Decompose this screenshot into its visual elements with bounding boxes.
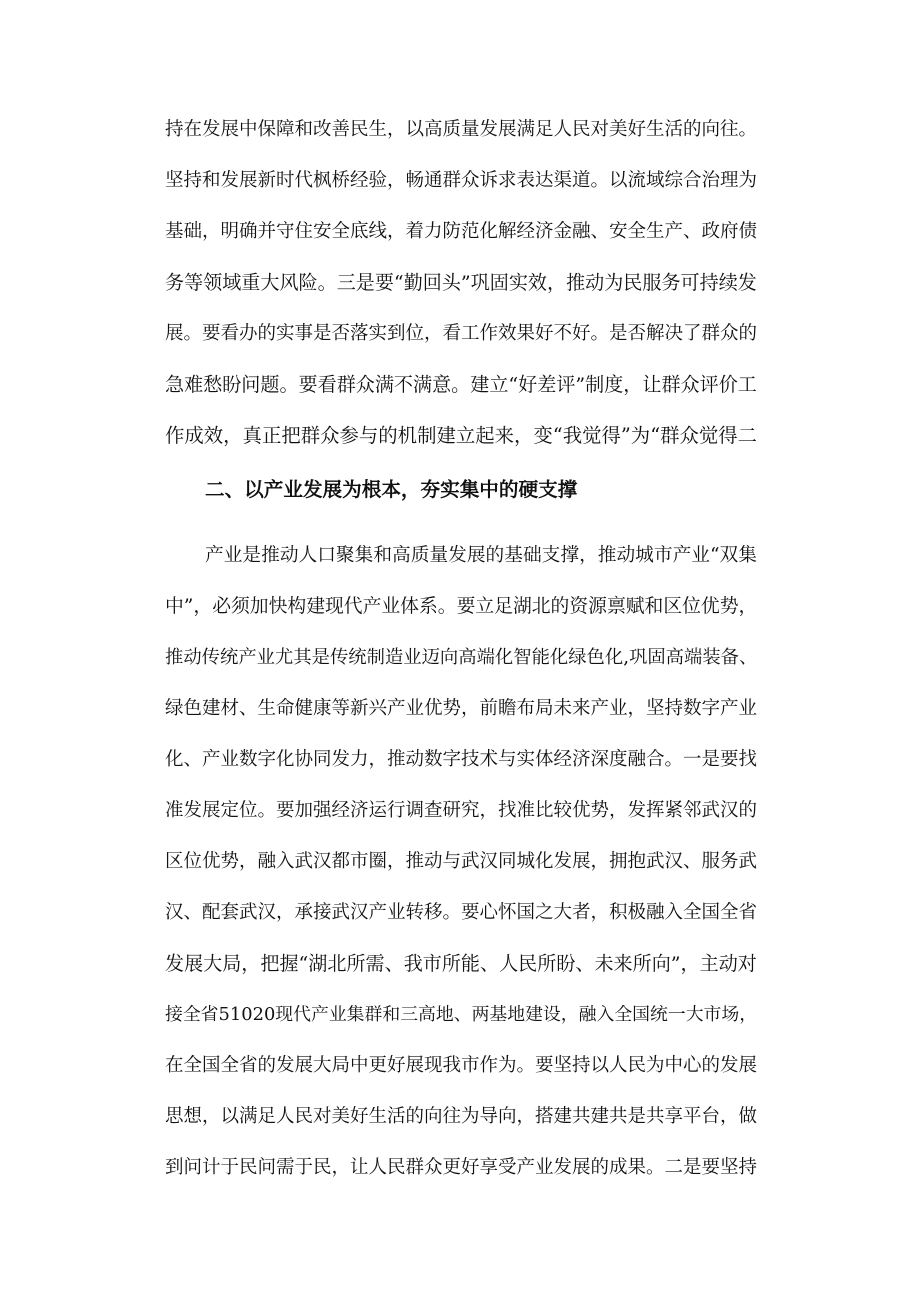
paragraph-line: 发展大局，把握“湖北所需、我市所能、人民所盼、未来所向”，主动对 (165, 953, 757, 975)
paragraph-line: 到问计于民问需于民，让人民群众更好享受产业发展的成果。二是要坚持 (165, 1157, 758, 1178)
paragraph-line: 坚持和发展新时代枫桥经验，畅通群众诉求表达渠道。以流域综合治理为 (165, 170, 758, 191)
paragraph-line: 思想，以满足人民对美好生活的向往为导向，搭建共建共是共享平台，做 (165, 1106, 758, 1127)
section-heading: 二、以产业发展为根本，夯实集中的硬支撑 (205, 478, 578, 501)
paragraph-line: 化、产业数字化协同发力，推动数字技术与实体经济深度融合。一是要找 (165, 749, 758, 770)
paragraph-line: 产业是推动人口聚集和高质量发展的基础支撑，推动城市产业“双集 (205, 545, 757, 566)
paragraph-line: 接全省51020现代产业集群和三高地、两基地建设，融入全国统一大市场， (165, 1004, 758, 1025)
paragraph-line: 基础，明确并守住安全底线，着力防范化解经济金融、安全生产、政府债 (165, 221, 758, 242)
paragraph-line: 展。要看办的实事是否落实到位，看工作效果好不好。是否解决了群众的 (165, 323, 758, 344)
paragraph-line: 急难愁盼问题。要看群众满不满意。建立“好差评”制度，让群众评价工 (165, 374, 757, 396)
paragraph-line: 在全国全省的发展大局中更好展现我市作为。要坚持以人民为中心的发展 (165, 1055, 758, 1076)
paragraph-line: 务等领域重大风险。三是要“勤回头”巩固实效，推动为民服务可持续发 (165, 272, 757, 294)
paragraph-line: 汉、配套武汉，承接武汉产业转移。要心怀国之大者，积极融入全国全省 (165, 902, 758, 923)
paragraph-line: 推动传统产业尤其是传统制造业迈向高端化智能化绿色化,巩固高端装备、 (165, 647, 758, 668)
paragraph-line: 持在发展中保障和改善民生，以高质量发展满足人民对美好生活的向往。 (165, 119, 758, 140)
paragraph-line: 绿色建材、生命健康等新兴产业优势，前瞻布局未来产业，坚持数字产业 (165, 698, 758, 719)
paragraph-line: 区位优势，融入武汉都市圈，推动与武汉同城化发展，拥抱武汉、服务武 (165, 851, 758, 872)
paragraph-line: 作成效，真正把群众参与的机制建立起来，变“我觉得”为“群众觉得二 (165, 424, 758, 447)
paragraph-line: 准发展定位。要加强经济运行调查研究，找准比较优势，发挥紧邻武汉的 (165, 800, 758, 821)
paragraph-line: 中”，必须加快构建现代产业体系。要立足湖北的资源禀赋和区位优势， (165, 596, 758, 617)
